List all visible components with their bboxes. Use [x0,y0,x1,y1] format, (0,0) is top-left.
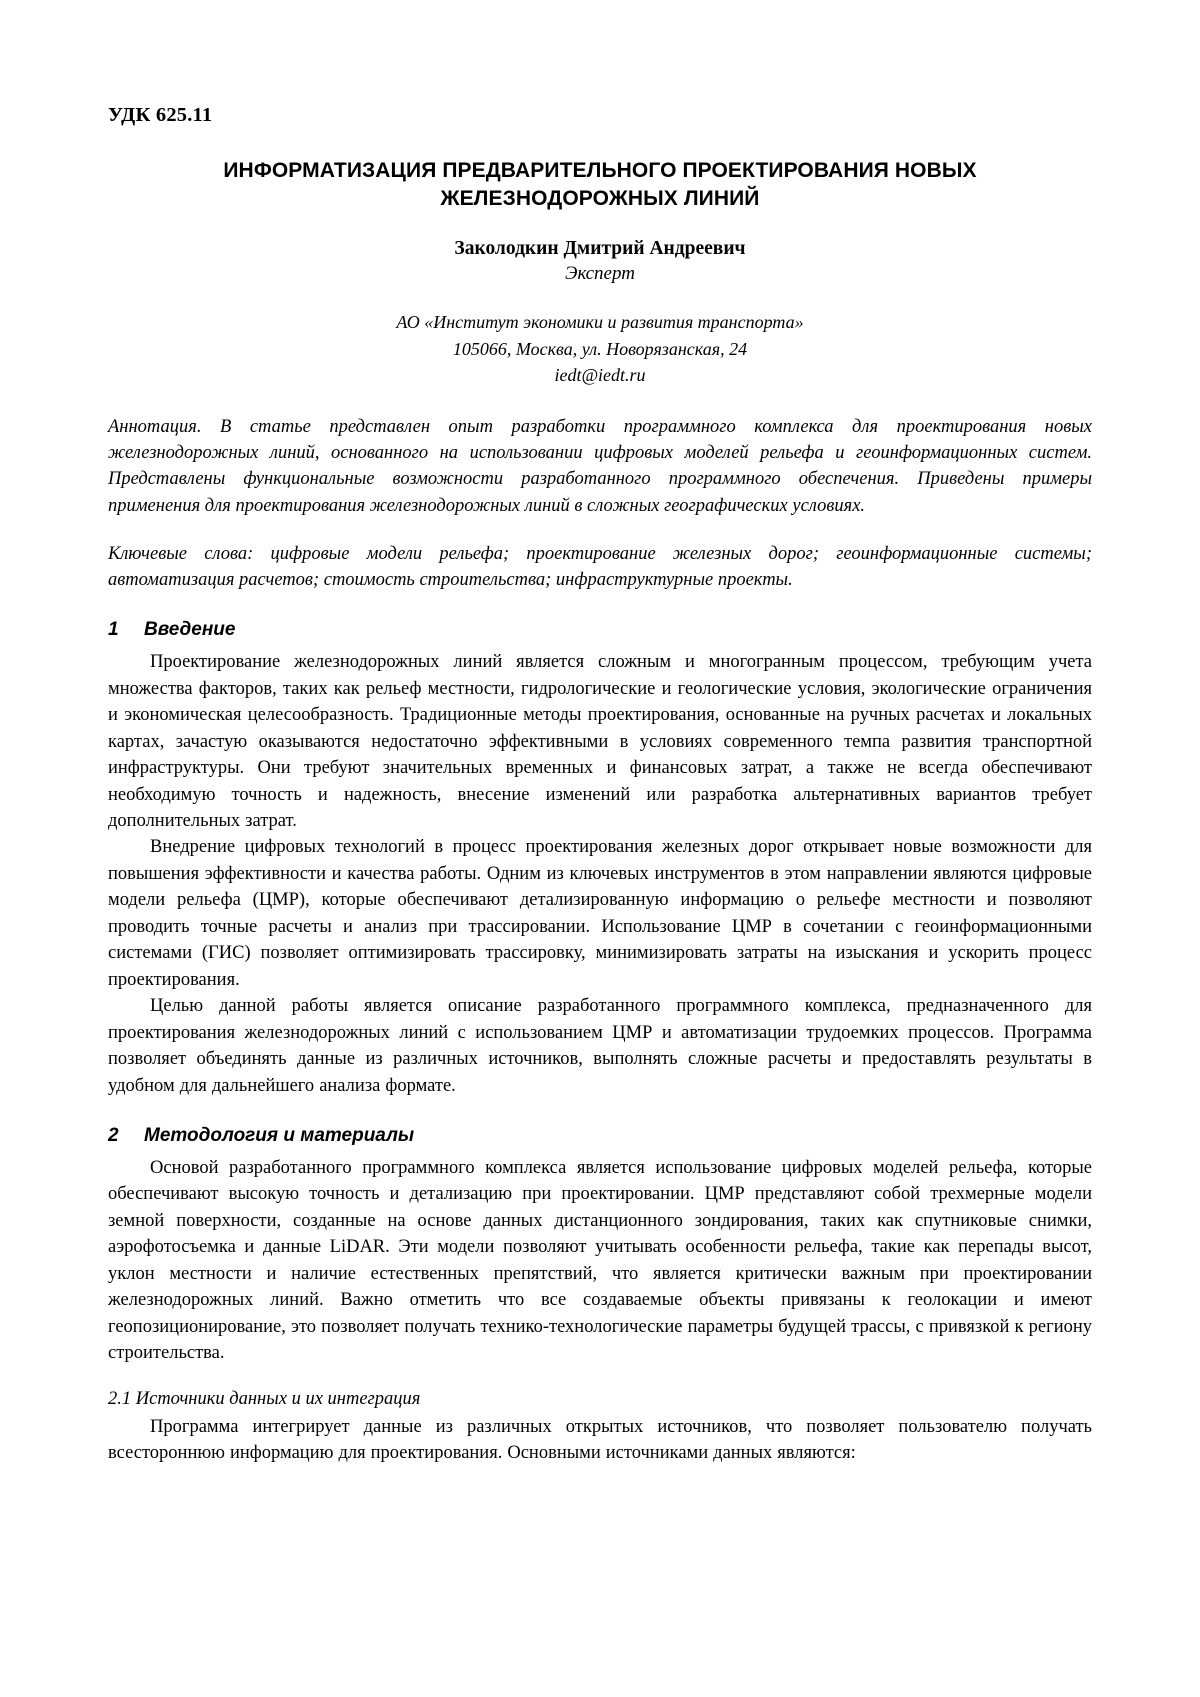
section-heading-introduction [108,619,1092,641]
affiliation-organization: АО «Институт экономики и развития транспорта» [396,312,804,333]
paragraph: Целью данной работы является описание разработанного программного комплекса, предназначенного для проектирования железнодорожных линий с использованием ЦМР и автоматизации трудоемких процессов. Программа позволяет объединять данные из различных источников, выполнять сложные расчеты и предоставлять результаты в удобном для дальнейшего анализа формате. [108,996,1092,1096]
author-role: Эксперт [565,263,635,285]
paragraph: Программа интегрирует данные из различных открытых источников, что позволяет пользователю получать всестороннюю информацию для проектирования. Основными источниками данных являются: [108,1416,1092,1464]
affiliation-block [108,309,1092,387]
section-number: 1 [108,619,119,641]
page-title: ИНФОРМАТИЗАЦИЯ ПРЕДВАРИТЕЛЬНОГО ПРОЕКТИРОВАНИЯ НОВЫХ ЖЕЛЕЗНОДОРОЖНЫХ ЛИНИЙ [223,159,977,210]
abstract-text: Аннотация. В статье представлен опыт разработки программного комплекса для проектирования новых железнодорожных линий, основанного на использовании цифровых моделей рельефа и геоинформационных систем. Представлены функциональные возможности разработанного программного обеспечения. Приведены примеры применения для проектирования железнодорожных линий в сложных географических условиях. [108,416,1092,516]
paragraph: Основой разработанного программного комплекса является использование цифровых моделей рельефа, которые обеспечивают высокую точность и детализацию при проектировании. ЦМР представляют собой трехмерные модели земной поверхности, созданные на основе данных дистанционного зондирования, таких как спутниковые снимки, аэрофотосъемка и данные LiDAR. Эти модели позволяют учитывать особенности рельефа, такие как перепады высот, уклон местности и наличие естественных препятствий, что является критически важным при проектировании железнодорожных линий. Важно отметить что все создаваемые объекты привязаны к геолокации и имеют геопозиционирование, это позволяет получать технико-технологические параметры будущей трассы, с привязкой к региону строительства. [108,1158,1092,1364]
section-heading-methodology [108,1125,1092,1147]
section-title: Методология и материалы [144,1125,415,1147]
paragraph: Проектирование железнодорожных линий является сложным и многогранным процессом, требующим учета множества факторов, таких как рельеф местности, гидрологические и геологические условия, экологические ограничения и экономическая целесообразность. Традиционные методы проектирования, основанные на ручных расчетах и локальных картах, зачастую оказываются недостаточно эффективными в условиях современного темпа развития транспортной инфраструктуры. Они требуют значительных временных и финансовых затрат, а также не всегда обеспечивают необходимую точность и надежность, внесение изменений или разработка альтернативных вариантов требует дополнительных затрат. [108,652,1092,832]
section-title: Введение [144,619,236,641]
affiliation-email: iedt@iedt.ru [554,364,646,385]
section-number: 2 [108,1125,119,1147]
keywords-text: Ключевые слова: цифровые модели рельефа; проектирование железных дорог; геоинформационные системы; автоматизация расчетов; стоимость строительства; инфраструктурные проекты. [108,543,1092,591]
paragraph: Внедрение цифровых технологий в процесс проектирования железных дорог открывает новые возможности для повышения эффективности и качества работы. Одним из ключевых инструментов в этом направлении являются цифровые модели рельефа (ЦМР), которые обеспечивают детализированную информацию о рельефе местности и позволяют проводить точные расчеты и анализ при трассировании. Использование ЦМР в сочетании с геоинформационными системами (ГИС) позволяет оптимизировать трассировку, минимизировать затраты на изыскания и ускорить процесс проектирования. [108,837,1092,990]
author-name: Заколодкин Дмитрий Андреевич [454,238,746,260]
udk-code: УДК 625.11 [108,104,213,126]
subsection-heading-data-sources: 2.1 Источники данных и их интеграция [108,1388,421,1409]
affiliation-address: 105066, Москва, ул. Новорязанская, 24 [452,338,748,359]
